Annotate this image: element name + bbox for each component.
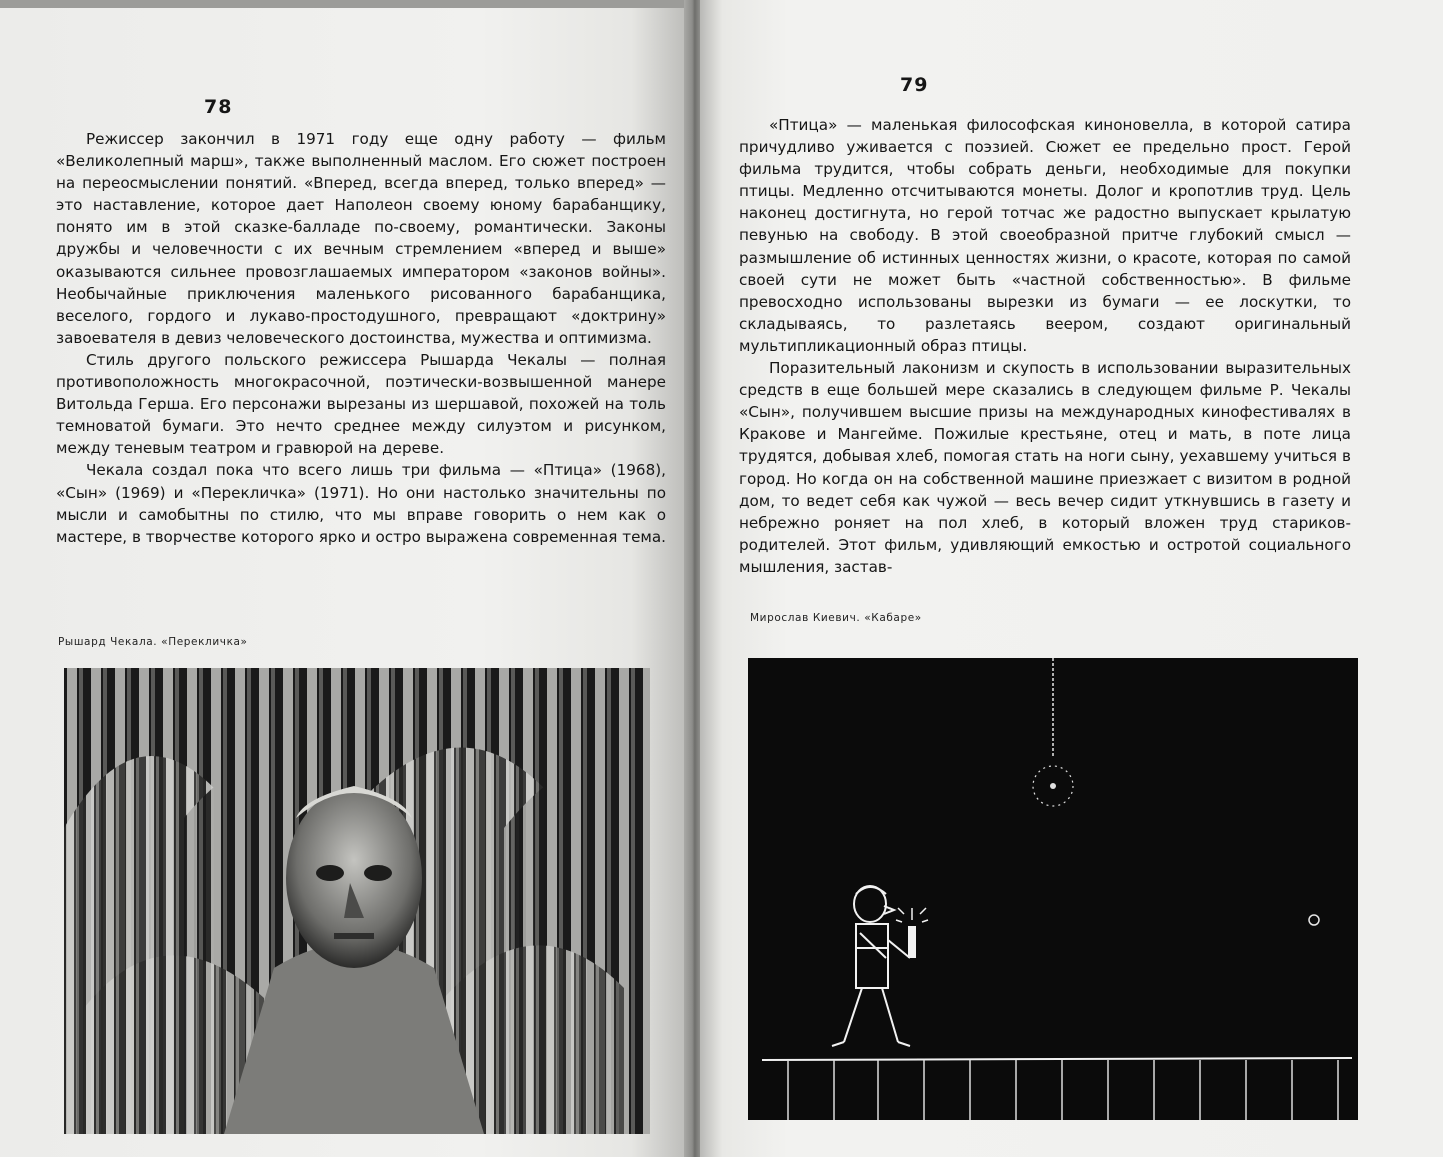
paragraph: Стиль другого польского режиссера Рышарда Чекалы — полная противоположность многокрасочной, поэтически-возвышенной манере Витольда Герша. Его персонажи вырезаны из шершавой, похожей на толь темноватой бумаги. Это нечто среднее между силуэтом и рисунком, между теневым театром и гравюрой на дереве. <box>56 350 666 458</box>
paragraph: Чекала создал пока что всего лишь три фильма — «Птица» (1968), «Сын» (1969) и «Перекличка» (1971). Но они настолько значительны по мысли и самобытны по стилю, что мы вправе говорить о нем как о мастере, в творчестве которого ярко и остро выражена современная тема. <box>56 461 667 546</box>
film-still-kabare <box>748 658 1358 1120</box>
left-text-column <box>56 128 666 548</box>
paragraph: Поразительный лаконизм и скупость в использовании выразительных средств в еще большей мере сказались в следующем фильме Р. Чекалы «Сын», получившем высшие призы на международных кинофестивалях в Кракове и Мангейме. Пожилые крестьяне, отец и мать, в поте лица трудятся, добывая хлеб, помогая стать на ноги сыну, уехавшему учиться в город. Но когда он на собственной машине приезжает с визитом в родной дом, то ведет себя как чужой — весь вечер сидит уткнувшись в газету и небрежно роняет на пол хлеб, в который вложен труд стариков-родителей. Этот фильм, удивляющий емкостью и остротой социального мышления, застав- <box>739 359 1351 576</box>
figure-caption-right: Мирослав Киевич. «Кабаре» <box>750 612 922 624</box>
page-number-left: 78 <box>204 96 233 118</box>
film-still-perekliczka <box>64 668 650 1134</box>
right-text-column <box>739 114 1351 578</box>
paragraph: Режиссер закончил в 1971 году еще одну работу — фильм «Великолепный марш», также выполненный маслом. Его сюжет построен на переосмыслении понятий. «Вперед, всегда вперед, только вперед» — это наставление, которое дает Наполеон своему юному барабанщику, понято им в этой сказке-балладе по-своему, романтически. Законы дружбы и человечности с их вечным стремлением «вперед и выше» оказываются сильнее провозглашаемых императором «законов войны». Необычайные приключения маленького рисованного барабанщика, веселого, гордого и лукаво-простодушного, превращают «доктрину» завоевателя в девиз человеческого достоинства, мужества и оптимизма. <box>56 130 666 347</box>
page-top-shadow <box>0 0 686 8</box>
figure-caption-left: Рышард Чекала. «Перекличка» <box>58 636 248 648</box>
right-page <box>700 0 1443 1157</box>
paragraph: «Птица» — маленькая философская киноновелла, в которой сатира причудливо уживается с поэзией. Сюжет ее предельно прост. Герой фильма трудится, чтобы собрать деньги, необходимые для покупки птицы. Медленно отсчитываются монеты. Долог и кропотлив труд. Цель наконец достигнута, но герой тотчас же радостно выпускает крылатую певунью на свободу. В этой своеобразной притче глубокий смысл — размышление об истинных ценностях жизни, о красоте, которая по самой своей сути не может быть «частной собственностью». В фильме превосходно использованы вырезки из бумаги — ее лоскутки, то складываясь, то разлетаясь веером, создают оригинальный мультипликационный образ птицы. <box>739 116 1351 355</box>
striped-figure-illustration <box>64 668 650 1134</box>
page-number-right: 79 <box>900 74 929 96</box>
left-page <box>0 0 686 1157</box>
cabaret-illustration <box>748 658 1358 1120</box>
